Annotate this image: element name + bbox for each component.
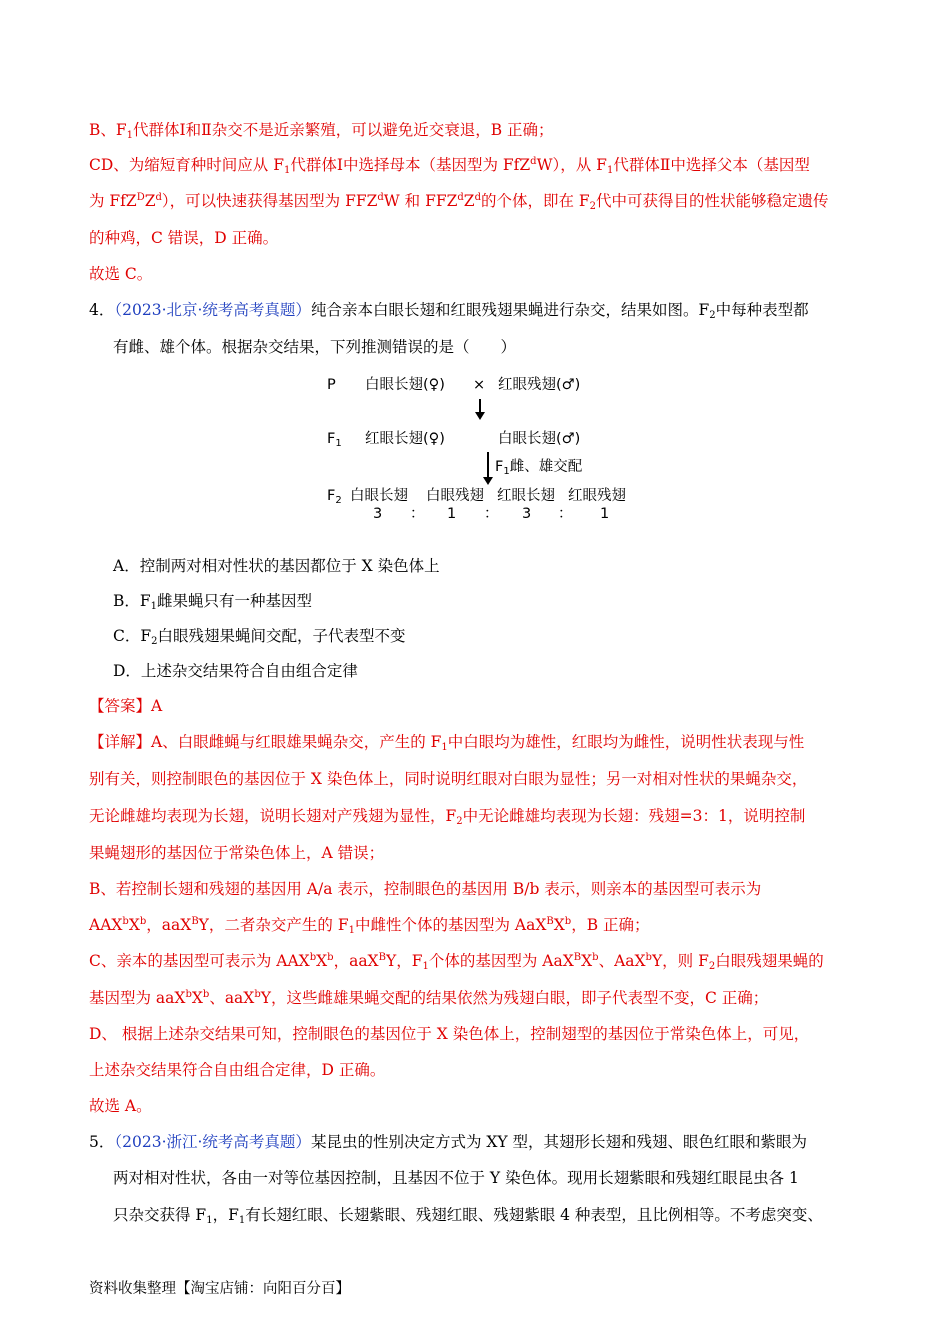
q5-stem-line3: 只杂交获得 $F_1$，$F_1$有长翅红眼、长翅紫眼、残翅红眼、残翅紫眼 4 种表型，且比例相等。不考虑突变、: [113, 1206, 823, 1226]
ratio-2: 1: [447, 506, 457, 522]
f2-type-1: 白眼长翅: [350, 488, 408, 504]
f2-type-2: 白眼残翅: [426, 488, 484, 504]
p-male: 红眼残翅(♂): [498, 377, 581, 393]
p-label: P: [327, 377, 336, 393]
ratio-3: 3: [522, 506, 532, 522]
option-b[interactable]: B．$F_1$雌果蝇只有一种基因型: [113, 592, 313, 612]
page-footer: 资料收集整理【淘宝店铺：向阳百分百】: [89, 1281, 350, 1297]
option-d[interactable]: D．上述杂交结果符合自由组合定律: [113, 662, 358, 680]
detail-line6: $AAX^bX^b$，aaX$^B$Y，二者杂交产生的 $F_1$中雌性个体的基因型为 $AaX^BX^b$，B 正确；: [89, 916, 650, 936]
q4-stem-line1: 4．（2023·北京·统考高考真题）纯合亲本白眼长翅和红眼残翅果蝇进行杂交，结果如图。$F_2$中每种表型都: [89, 301, 809, 321]
arrow-p-f1: [479, 399, 481, 413]
option-c[interactable]: C．$F_2$白眼残翅果蝇间交配，子代表型不变: [113, 627, 406, 647]
f1-male: 白眼长翅(♂): [498, 431, 581, 447]
answer-choice-4: 故选 A。: [89, 1097, 152, 1115]
para-cd-line1: CD、为缩短育种时间应从 $F_1$代群体Ⅰ中选择母本（基因型为 FfZ$^d$W），从 $F_1$代群体Ⅱ中选择父本（基因型: [89, 156, 810, 176]
option-a[interactable]: A．控制两对相对性状的基因都位于 X 染色体上: [113, 557, 440, 575]
answer-choice-3: 故选 C。: [89, 265, 153, 283]
arrow-f1-f2: [487, 452, 489, 478]
f1-mating-label: $F_1$雌、雄交配: [495, 459, 583, 477]
para-b: B、$F_1$代群体Ⅰ和Ⅱ杂交不是近亲繁殖，可以避免近交衰退，B 正确；: [89, 121, 554, 141]
q4-stem-line2: 有雌、雄个体。根据杂交结果，下列推测错误的是（ ）: [113, 338, 517, 356]
f2-type-3: 红眼长翅: [497, 488, 555, 504]
q4-source: （2023·北京·统考高考真题）: [114, 301, 311, 319]
detail-line2: 别有关，则控制眼色的基因位于 X 染色体上，同时说明红眼对白眼为显性；另一对相对性状的果蝇杂交，: [89, 770, 808, 788]
para-cd-line3: 的种鸡，C 错误，D 正确。: [89, 229, 279, 247]
para-cd-line2: 为 $FfZ^DZ^d$），可以快速获得基因型为 FFZ$^d$W 和 $FFZ^dZ^d$的个体，即在 $F_2$代中可获得目的性状能够稳定遗传: [89, 192, 829, 212]
detail-line8: 基因型为 $aaX^bX^b$、aaX$^b$Y，这些雌雄果蝇交配的结果依然为残翅白眼，即子代表型不变，C 正确；: [89, 989, 769, 1007]
detail-line4: 果蝇翅形的基因位于常染色体上，A 错误；: [89, 844, 385, 862]
ratio-sep-3: ：: [558, 506, 573, 522]
cross-symbol: ×: [473, 377, 486, 393]
f2-type-4: 红眼残翅: [568, 488, 626, 504]
detail-line1: 【详解】A、白眼雌蝇与红眼雄果蝇杂交，产生的 $F_1$中白眼均为雄性，红眼均为雌性，说明性状表现与性: [89, 733, 805, 753]
detail-line7: C、亲本的基因型可表示为 $AAX^bX^b$，aaX$^B$Y，$F_1$个体的基因型为 $AaX^BX^b$、AaX$^b$Y，则 $F_2$白眼残翅果蝇的: [89, 952, 824, 972]
ratio-1: 3: [373, 506, 383, 522]
f2-label: $F_2$: [327, 488, 342, 506]
q5-stem-line2: 两对相对性状，各由一对等位基因控制，且基因不位于 Y 染色体。现用长翅紫眼和残翅红眼昆虫各 1: [113, 1169, 799, 1187]
answer-4: 【答案】A: [89, 697, 163, 715]
ratio-sep-2: ：: [484, 506, 499, 522]
q5-source: （2023·浙江·统考高考真题）: [114, 1133, 311, 1151]
detail-line9: D、 根据上述杂交结果可知，控制眼色的基因位于 X 染色体上，控制翅型的基因位于常染色体上，可见，: [89, 1025, 810, 1043]
ratio-sep-1: ：: [410, 506, 425, 522]
p-female: 白眼长翅(♀): [365, 377, 445, 393]
detail-line5: B、若控制长翅和残翅的基因用 A/a 表示，控制眼色的基因用 B/b 表示，则亲本的基因型可表示为: [89, 880, 762, 898]
ratio-4: 1: [600, 506, 610, 522]
f1-label: $F_1$: [327, 431, 342, 449]
f1-female: 红眼长翅(♀): [365, 431, 445, 447]
detail-line10: 上述杂交结果符合自由组合定律，D 正确。: [89, 1061, 386, 1079]
arrow-f1-f2-head: [483, 477, 493, 485]
q5-stem-line1: 5．（2023·浙江·统考高考真题）某昆虫的性别决定方式为 XY 型，其翅形长翅和残翅、眼色红眼和紫眼为: [89, 1133, 808, 1151]
arrow-p-f1-head: [475, 412, 485, 420]
detail-line3: 无论雌雄均表现为长翅，说明长翅对产残翅为显性，$F_2$中无论雌雄均表现为长翅：残翅=3：1，说明控制: [89, 807, 806, 827]
